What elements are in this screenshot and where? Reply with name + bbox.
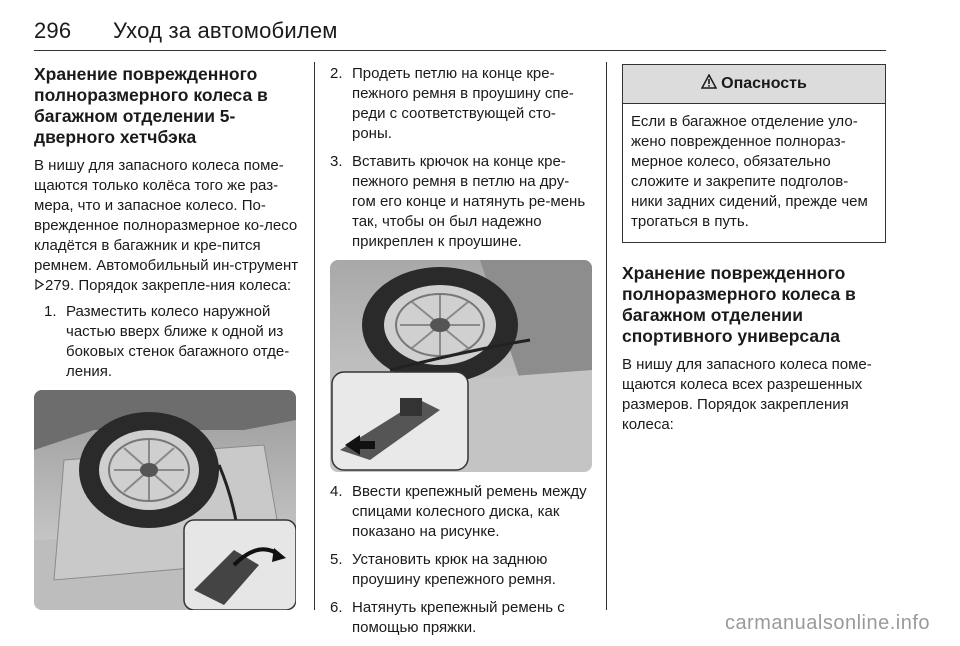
page-reference-arrow-icon (34, 276, 45, 296)
step-list (44, 302, 302, 382)
column-1 (34, 64, 302, 610)
step-number: 1. (44, 303, 57, 320)
figure-trunk-wheel-hatchback (34, 390, 296, 610)
warning-title: Опасность (721, 75, 807, 92)
intro-text-part1: В нишу для запасного колеса поме-щаются только колёса того же раз-мера, что и запасное колесо. По-врежденное полноразмерное ко-лесо кладётся в багажник и кре-пится ремнем. Автомобильный ин-струмент (34, 157, 299, 274)
column-2 (330, 64, 592, 646)
list-item (330, 550, 592, 590)
list-item (330, 598, 592, 638)
list-item (44, 302, 302, 382)
list-item (330, 64, 592, 144)
section-text: В нишу для запасного колеса поме-щаются колеса всех разрешенных размеров. Порядок закрепления колеса: (622, 356, 872, 433)
intro-text-part2: . Порядок закрепле-ния колеса: (70, 277, 292, 294)
column-divider (606, 62, 607, 610)
step-list (330, 64, 592, 252)
warning-triangle-icon (701, 74, 717, 94)
warning-header (623, 65, 885, 104)
reference-page-link[interactable]: 279 (45, 277, 71, 294)
column-3 (622, 64, 886, 435)
step-list (330, 482, 592, 638)
warning-text: Если в багажное отделение уло-жено поврежденное полнораз-мерное колесо, обязательно сложите и закрепите подголов-ники задних сидений, прежде чем трогаться в путь. (631, 113, 868, 230)
list-item (330, 152, 592, 252)
list-item (330, 482, 592, 542)
section-heading-sports-tourer: Хранение поврежденного полноразмерного колеса в багажном отделении спортивного универсала (622, 263, 856, 346)
step-number: 3. (330, 153, 343, 170)
step-number: 5. (330, 551, 343, 568)
page-title: Уход за автомобилем (113, 18, 338, 43)
step-text: Продеть петлю на конце кре-пежного ремня в проушину спе-реди с соответствующей сто-роны. (352, 65, 574, 142)
step-text: Натянуть крепежный ремень с помощью пряжки. (352, 599, 565, 636)
section-heading-hatchback: Хранение поврежденного полноразмерного колеса в багажном отделении 5-дверного хетчбэка (34, 64, 268, 147)
section-intro (34, 156, 302, 296)
step-text: Установить крюк на заднюю проушину крепежного ремня. (352, 551, 556, 588)
step-text: Вставить крючок на конце кре-пежного ремня в петлю на дру-гом его конце и натянуть ре-мень так, чтобы он был надежно прикреплен к проушине. (352, 153, 586, 250)
step-text: Ввести крепежный ремень между спицами колесного диска, как показано на рисунке. (352, 483, 587, 540)
watermark: carmanualsonline.info (724, 612, 930, 634)
step-number: 4. (330, 483, 343, 500)
figure-trunk-wheel-strap (330, 260, 592, 472)
header-rule (34, 50, 886, 51)
step-number: 6. (330, 599, 343, 616)
column-divider (314, 62, 315, 610)
page-number: 296 (34, 18, 72, 43)
step-text: Разместить колесо наружной частью вверх ближе к одной из боковых стенок багажного отде-ления. (66, 303, 290, 380)
warning-box (622, 64, 886, 243)
step-number: 2. (330, 65, 343, 82)
page-header (34, 18, 884, 48)
